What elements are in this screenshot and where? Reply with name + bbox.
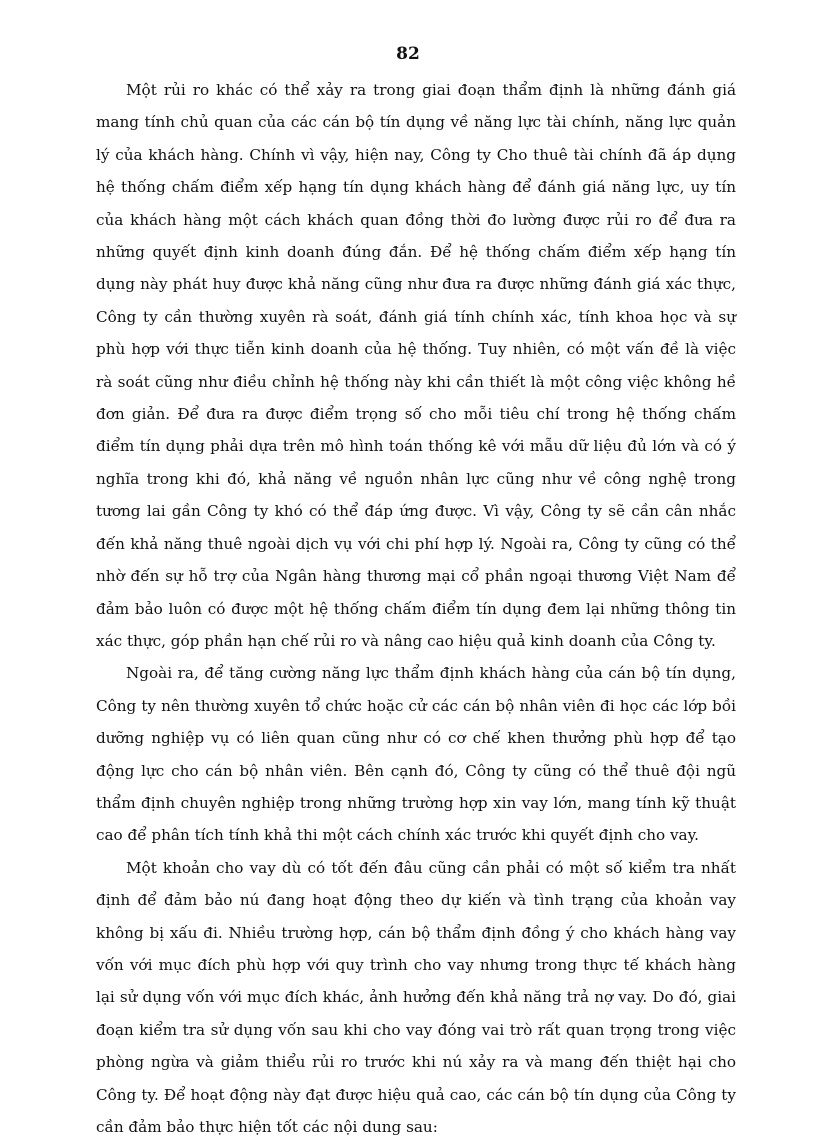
paragraph-staff-training: Ngoài ra, để tăng cường năng lực thẩm định khách hàng của cán bộ tín dụng, Công ty nên thường xuyên tổ chức hoặc cử các cán bộ nhân viên đi học các lớp bồi dưỡng nghiệp vụ có liên quan cũng như có cơ chế khen thưởng phù hợp để tạo động lực cho cán bộ nhân viên. Bên cạnh đó, Công ty cũng có thể thuê đội ngũ thẩm định chuyên nghiệp trong những trường hợp xin vay lớn, mang tính kỹ thuật cao để phân tích tính khả thi một cách chính xác trước khi quyết định cho vay.: [96, 664, 736, 845]
document-body: [96, 74, 736, 1143]
paragraph-scoring-system: Một rủi ro khác có thể xảy ra trong giai đoạn thẩm định là những đánh giá mang tính chủ quan của các cán bộ tín dụng về năng lực tài chính, năng lực quản lý của khách hàng. Chính vì vậy, hiện nay, Công ty Cho thuê tài chính đã áp dụng hệ thống chấm điểm xếp hạng tín dụng khách hàng để đánh giá năng lực, uy tín của khách hàng một cách khách quan đồng thời đo lường được rủi ro để đưa ra những quyết định kinh doanh đúng đắn. Để hệ thống chấm điểm xếp hạng tín dụng này phát huy được khả năng cũng như đưa ra được những đánh giá xác thực, Công ty cần thường xuyên rà soát, đánh giá tính chính xác, tính khoa học và sự phù hợp với thực tiễn kinh doanh của hệ thống. Tuy nhiên, có một vấn đề là việc rà soát cũng như điều chỉnh hệ thống này khi cần thiết là một công việc không hề đơn giản. Để đưa ra được điểm trọng số cho mỗi tiêu chí trong hệ thống chấm điểm tín dụng phải dựa trên mô hình toán thống kê với mẫu dữ liệu đủ lớn và có ý nghĩa trong khi đó, khả năng về nguồn nhân lực cũng như về công nghệ trong tương lai gần Công ty khó có thể đáp ứng được. Vì vậy, Công ty sẽ cần cân nhắc đến khả năng thuê ngoài dịch vụ với chi phí hợp lý. Ngoài ra, Công ty cũng có thể nhờ đến sự hỗ trợ của Ngân hàng thương mại cổ phần ngoại thương Việt Nam để đảm bảo luôn có được một hệ thống chấm điểm tín dụng đem lại những thông tin xác thực, góp phần hạn chế rủi ro và nâng cao hiệu quả kinh doanh của Công ty.: [96, 81, 736, 650]
page-number: 82: [396, 44, 420, 64]
paragraph-loan-monitoring: Một khoản cho vay dù có tốt đến đâu cũng cần phải có một số kiểm tra nhất định để đảm bảo nú đang hoạt động theo dự kiến và tình trạng của khoản vay không bị xấu đi. Nhiều trường hợp, cán bộ thẩm định đồng ý cho khách hàng vay vốn với mục đích phù hợp với quy trình cho vay nhưng trong thực tế khách hàng lại sử dụng vốn với mục đích khác, ảnh hưởng đến khả năng trả nợ vay. Do đó, giai đoạn kiểm tra sử dụng vốn sau khi cho vay đóng vai trò rất quan trọng trong việc phòng ngừa và giảm thiểu rủi ro trước khi nú xảy ra và mang đến thiệt hại cho Công ty. Để hoạt động này đạt được hiệu quả cao, các cán bộ tín dụng của Công ty cần đảm bảo thực hiện tốt các nội dung sau:: [96, 858, 736, 1136]
